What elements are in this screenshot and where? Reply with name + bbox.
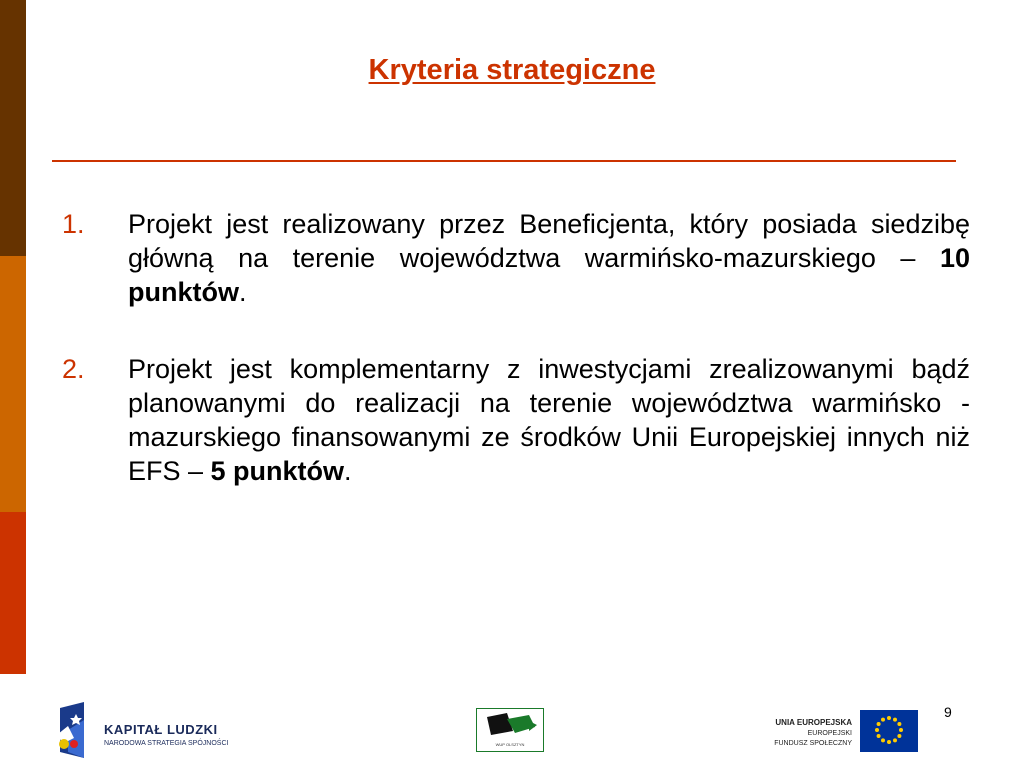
criterion-2-text <box>128 352 970 488</box>
criterion-2-end: . <box>344 456 352 486</box>
kapital-ludzki-title: KAPITAŁ LUDZKI <box>104 722 218 737</box>
criterion-2 <box>62 352 970 488</box>
eu-logo-line2: EUROPEJSKI <box>807 730 852 737</box>
criterion-2-body: Projekt jest komplementarny z inwestycjami zrealizowanymi bądź planowanymi do realizacji na terenie województwa warmińsko -mazurskiego finansowanymi ze środków Unii Europejskiej innych niż EFS – <box>128 354 970 486</box>
eu-flag-icon <box>860 710 918 752</box>
eu-logo-line3: FUNDUSZ SPOŁECZNY <box>774 740 852 747</box>
side-bar-orange-segment <box>0 256 26 512</box>
criterion-1-end: . <box>238 277 247 307</box>
title-divider <box>52 160 956 162</box>
kapital-ludzki-logo <box>54 700 254 760</box>
eu-logo-line1: UNIA EUROPEJSKA <box>775 718 852 727</box>
criterion-1-number: 1. <box>62 209 85 239</box>
criterion-2-points: 5 punktów <box>210 456 345 486</box>
side-bar-red-segment <box>0 512 26 674</box>
page-number: 9 <box>944 704 952 720</box>
criterion-1 <box>62 207 970 309</box>
kapital-ludzki-subtitle: NARODOWA STRATEGIA SPÓJNOŚCI <box>104 740 229 747</box>
criterion-1-points: 10 punktów <box>128 243 970 307</box>
wup-logo <box>476 708 544 752</box>
criterion-1-body: Projekt jest realizowany przez Beneficjenta, który posiada siedzibę główną na terenie województwa warmińsko-mazurskiego – <box>128 209 970 273</box>
criterion-1-text <box>128 207 970 309</box>
wup-caption: WUP OLSZTYN <box>495 742 525 747</box>
kapital-ludzki-logo-icon <box>54 700 98 760</box>
wup-logo-icon <box>477 709 543 743</box>
eu-logo <box>770 710 920 756</box>
side-bar-dark-segment <box>0 0 26 256</box>
criterion-2-number: 2. <box>62 354 85 384</box>
slide-title: Kryteria strategiczne <box>368 54 656 86</box>
